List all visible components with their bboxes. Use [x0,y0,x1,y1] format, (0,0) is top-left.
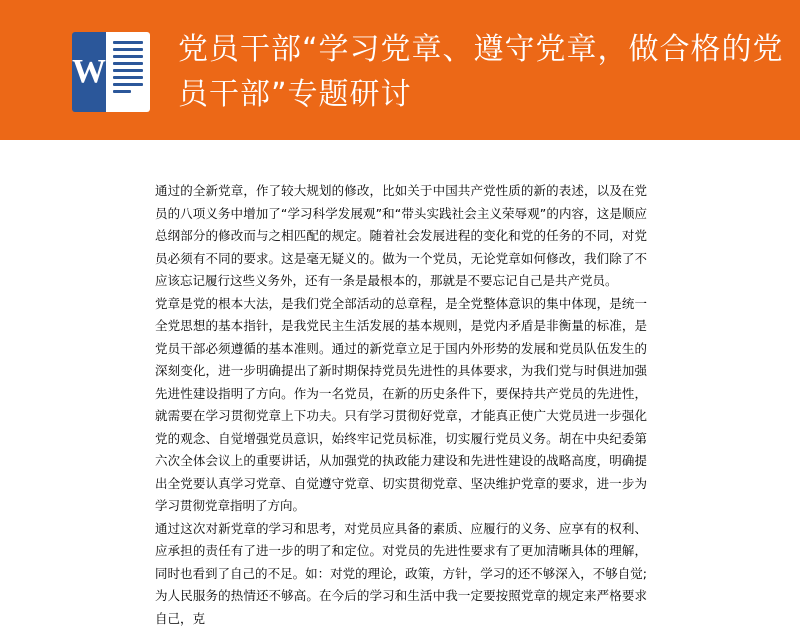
page-title: 党员干部“学习党章、遵守党章，做合格的党员干部”专题研讨 [178,27,788,117]
document-body [0,140,800,526]
paragraph-1: 通过的全新党章，作了较大规划的修改，比如关于中国共产党性质的新的表述，以及在党员的八项义务中增加了“学习科学发展观”和“带头实践社会主义荣辱观”的内容，这是顺应总纲部分的修改而与之相匹配的规定。随着社会发展进程的变化和党的任务的不同，对党员必须有不同的要求。这是毫无疑义的。做为一个党员，无论党章如何修改，我们除了不应该忘记履行这些义务外，还有一条是最根本的，那就是不要忘记自己是共产党员。 [155,180,647,293]
word-icon-page-lines [106,32,150,112]
title-banner [0,0,800,140]
document-text [155,180,647,630]
paragraph-3: 通过这次对新党章的学习和思考，对党员应具备的素质、应履行的义务、应享有的权利、应承担的责任有了进一步的明了和定位。对党员的先进性要求有了更加清晰具体的理解，同时也看到了自己的不足。如：对党的理论，政策，方针，学习的还不够深入，不够自觉;为人民服务的热情还不够高。在今后的学习和生活中我一定要按照党章的规定来严格要求自己，克 [155,518,647,630]
paragraph-2: 党章是党的根本大法，是我们党全部活动的总章程，是全党整体意识的集中体现，是统一全党思想的基本指针，是我党民主生活发展的基本规则，是党内矛盾是非衡量的标准，是党员干部必须遵循的基本准则。通过的新党章立足于国内外形势的发展和党员队伍发生的深刻变化，进一步明确提出了新时期保持党员先进性的具体要求，为我们党与时俱进加强先进性建设指明了方向。作为一名党员，在新的历史条件下，要保持共产党员的先进性，就需要在学习贯彻党章上下功夫。只有学习贯彻好党章，才能真正使广大党员进一步强化党的观念、自觉增强党员意识，始终牢记党员标准，切实履行党员义务。胡在中央纪委第六次全体会议上的重要讲话，从加强党的执政能力建设和先进性建设的战略高度，明确提出全党要认真学习党章、自觉遵守党章、切实贯彻党章、坚决维护党章的要求，进一步为学习贯彻党章指明了方向。 [155,293,647,518]
word-document-icon [72,32,150,112]
word-icon-letter: W [72,32,106,112]
